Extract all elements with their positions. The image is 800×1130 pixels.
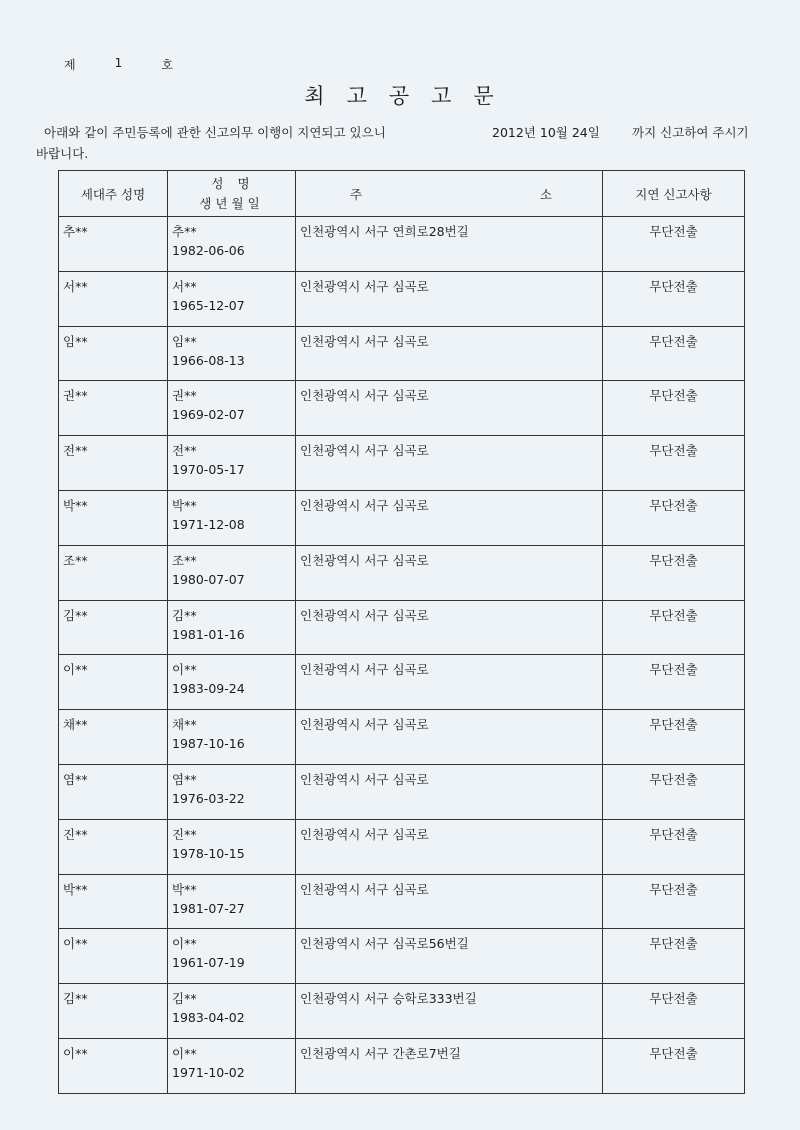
cell-status — [603, 984, 745, 1039]
household-head-name: 박** — [63, 497, 88, 513]
address-text: 인천광역시 서구 심곡로 — [300, 552, 429, 568]
household-head-name: 채** — [63, 717, 88, 733]
person-dob: 1983-04-02 — [172, 1010, 245, 1026]
status-text: 무단전출 — [649, 826, 698, 842]
issue-number — [64, 56, 174, 73]
cell-household-head — [59, 271, 168, 326]
cell-household-head — [59, 545, 168, 600]
cell-address — [296, 436, 603, 491]
person-dob: 1981-01-16 — [172, 626, 245, 642]
intro-part2: 까지 신고하여 주시기 — [632, 125, 749, 140]
cell-address — [296, 764, 603, 819]
issue-suffix: 호 — [161, 58, 174, 72]
cell-name-dob — [168, 600, 296, 655]
cell-household-head — [59, 326, 168, 381]
table-row — [59, 1038, 745, 1093]
cell-status — [603, 710, 745, 765]
header-dob-label: 생년월일 — [199, 195, 264, 211]
person-name: 채** — [172, 717, 197, 733]
cell-address — [296, 271, 603, 326]
table-row — [59, 271, 745, 326]
cell-household-head — [59, 984, 168, 1039]
status-text: 무단전출 — [649, 333, 698, 349]
cell-status — [603, 600, 745, 655]
person-dob: 1965-12-07 — [172, 297, 245, 313]
household-head-name: 이** — [63, 1045, 88, 1061]
cell-household-head — [59, 819, 168, 874]
household-head-name: 이** — [63, 662, 88, 678]
status-text: 무단전출 — [649, 388, 698, 404]
person-dob: 1980-07-07 — [172, 571, 245, 587]
table-row — [59, 710, 745, 765]
address-text: 인천광역시 서구 심곡로 — [300, 717, 429, 733]
issue-prefix: 제 — [64, 58, 77, 72]
person-name: 김** — [172, 607, 197, 623]
address-text: 인천광역시 서구 간촌로7번길 — [300, 1045, 461, 1061]
header-household-head — [59, 171, 168, 217]
table-row — [59, 326, 745, 381]
cell-name-dob — [168, 1038, 296, 1093]
person-name: 염** — [172, 771, 197, 787]
header-status — [603, 171, 745, 217]
intro-text — [36, 122, 766, 164]
status-text: 무단전출 — [649, 936, 698, 952]
cell-address — [296, 490, 603, 545]
cell-status — [603, 271, 745, 326]
cell-name-dob — [168, 545, 296, 600]
cell-household-head — [59, 381, 168, 436]
address-text: 인천광역시 서구 심곡로 — [300, 662, 429, 678]
cell-household-head — [59, 217, 168, 272]
page-title: 최고공고문 — [304, 84, 516, 108]
header-name-dob — [168, 171, 296, 217]
address-text: 인천광역시 서구 심곡로 — [300, 771, 429, 787]
table-row — [59, 764, 745, 819]
cell-address — [296, 929, 603, 984]
person-dob: 1976-03-22 — [172, 790, 245, 806]
person-name: 진** — [172, 826, 197, 842]
table-row — [59, 600, 745, 655]
cell-address — [296, 600, 603, 655]
cell-status — [603, 874, 745, 929]
person-name: 임** — [172, 333, 197, 349]
household-head-name: 염** — [63, 771, 88, 787]
header-address — [296, 171, 603, 217]
status-text: 무단전출 — [649, 552, 698, 568]
cell-name-dob — [168, 217, 296, 272]
cell-household-head — [59, 600, 168, 655]
person-dob: 1981-07-27 — [172, 900, 245, 916]
cell-status — [603, 1038, 745, 1093]
header-status-label: 지연 신고사항 — [635, 186, 712, 202]
address-text: 인천광역시 서구 심곡로 — [300, 826, 429, 842]
cell-address — [296, 545, 603, 600]
cell-household-head — [59, 929, 168, 984]
status-text: 무단전출 — [649, 881, 698, 897]
issue-value: 1 — [114, 56, 124, 70]
cell-status — [603, 436, 745, 491]
status-text: 무단전출 — [649, 662, 698, 678]
household-head-name: 김** — [63, 991, 88, 1007]
person-dob: 1987-10-16 — [172, 736, 245, 752]
person-dob: 1966-08-13 — [172, 352, 245, 368]
address-text: 인천광역시 서구 승학로333번길 — [300, 991, 477, 1007]
person-dob: 1971-10-02 — [172, 1064, 245, 1080]
cell-household-head — [59, 655, 168, 710]
person-name: 이** — [172, 1045, 197, 1061]
household-head-name: 이** — [63, 936, 88, 952]
cell-status — [603, 764, 745, 819]
cell-address — [296, 655, 603, 710]
status-text: 무단전출 — [649, 771, 698, 787]
cell-name-dob — [168, 381, 296, 436]
status-text: 무단전출 — [649, 717, 698, 733]
cell-name-dob — [168, 764, 296, 819]
table-row — [59, 874, 745, 929]
person-dob: 1982-06-06 — [172, 243, 245, 258]
cell-name-dob — [168, 710, 296, 765]
notice-table — [58, 170, 745, 1094]
status-text: 무단전출 — [649, 991, 698, 1007]
cell-status — [603, 545, 745, 600]
header-address-right: 소 — [539, 186, 552, 202]
table-row — [59, 984, 745, 1039]
person-name: 김** — [172, 991, 197, 1007]
person-name: 박** — [172, 881, 197, 897]
cell-household-head — [59, 764, 168, 819]
household-head-name: 권** — [63, 388, 88, 404]
cell-address — [296, 326, 603, 381]
address-text: 인천광역시 서구 심곡로 — [300, 497, 429, 513]
cell-status — [603, 381, 745, 436]
household-head-name: 조** — [63, 552, 88, 568]
address-text: 인천광역시 서구 심곡로 — [300, 278, 429, 294]
person-name: 권** — [172, 388, 197, 404]
cell-status — [603, 819, 745, 874]
cell-name-dob — [168, 929, 296, 984]
cell-name-dob — [168, 271, 296, 326]
cell-status — [603, 929, 745, 984]
person-name: 이** — [172, 936, 197, 952]
table-row — [59, 381, 745, 436]
cell-address — [296, 819, 603, 874]
person-name: 전** — [172, 443, 197, 459]
status-text: 무단전출 — [649, 607, 698, 623]
cell-address — [296, 1038, 603, 1093]
person-dob: 1969-02-07 — [172, 407, 245, 423]
cell-address — [296, 984, 603, 1039]
table-row — [59, 929, 745, 984]
cell-name-dob — [168, 819, 296, 874]
household-head-name: 전** — [63, 443, 88, 459]
person-name: 박** — [172, 497, 197, 513]
cell-household-head — [59, 874, 168, 929]
household-head-name: 박** — [63, 881, 88, 897]
intro-date: 2012년 10월 24일 — [492, 125, 600, 140]
household-head-name: 서** — [63, 278, 88, 294]
table-row — [59, 655, 745, 710]
table-row — [59, 217, 745, 272]
cell-household-head — [59, 490, 168, 545]
cell-household-head — [59, 436, 168, 491]
cell-name-dob — [168, 984, 296, 1039]
address-text: 인천광역시 서구 심곡로56번길 — [300, 936, 469, 952]
person-dob: 1961-07-19 — [172, 955, 245, 971]
person-name: 추** — [172, 224, 197, 239]
status-text: 무단전출 — [649, 224, 698, 239]
household-head-name: 진** — [63, 826, 88, 842]
cell-name-dob — [168, 874, 296, 929]
person-dob: 1971-12-08 — [172, 516, 245, 532]
address-text: 인천광역시 서구 연희로28번길 — [300, 224, 469, 239]
table-row — [59, 819, 745, 874]
cell-name-dob — [168, 490, 296, 545]
cell-address — [296, 217, 603, 272]
table-row — [59, 545, 745, 600]
cell-address — [296, 710, 603, 765]
cell-name-dob — [168, 326, 296, 381]
status-text: 무단전출 — [649, 497, 698, 513]
person-dob: 1983-09-24 — [172, 681, 245, 697]
status-text: 무단전출 — [649, 278, 698, 294]
cell-name-dob — [168, 655, 296, 710]
cell-household-head — [59, 710, 168, 765]
header-name-label: 성명 — [211, 175, 264, 191]
person-dob: 1978-10-15 — [172, 845, 245, 861]
cell-status — [603, 655, 745, 710]
header-address-left: 주 — [350, 186, 363, 202]
address-text: 인천광역시 서구 심곡로 — [300, 607, 429, 623]
household-head-name: 김** — [63, 607, 88, 623]
status-text: 무단전출 — [649, 443, 698, 459]
address-text: 인천광역시 서구 심곡로 — [300, 388, 429, 404]
header-household-head-label: 세대주 성명 — [80, 186, 146, 202]
cell-name-dob — [168, 436, 296, 491]
address-text: 인천광역시 서구 심곡로 — [300, 333, 429, 349]
cell-status — [603, 490, 745, 545]
address-text: 인천광역시 서구 심곡로 — [300, 443, 429, 459]
person-name: 이** — [172, 662, 197, 678]
household-head-name: 임** — [63, 333, 88, 349]
household-head-name: 추** — [63, 224, 88, 239]
intro-part1: 아래와 같이 주민등록에 관한 신고의무 이행이 지연되고 있으니 — [44, 125, 386, 140]
person-dob: 1970-05-17 — [172, 462, 245, 478]
table-row — [59, 490, 745, 545]
intro-line2: 바랍니다. — [36, 146, 89, 161]
cell-status — [603, 217, 745, 272]
cell-household-head — [59, 1038, 168, 1093]
table-row — [59, 436, 745, 491]
status-text: 무단전출 — [649, 1045, 698, 1061]
person-name: 서** — [172, 278, 197, 294]
address-text: 인천광역시 서구 심곡로 — [300, 881, 429, 897]
table-header-row — [59, 171, 745, 217]
cell-address — [296, 381, 603, 436]
cell-address — [296, 874, 603, 929]
person-name: 조** — [172, 552, 197, 568]
cell-status — [603, 326, 745, 381]
